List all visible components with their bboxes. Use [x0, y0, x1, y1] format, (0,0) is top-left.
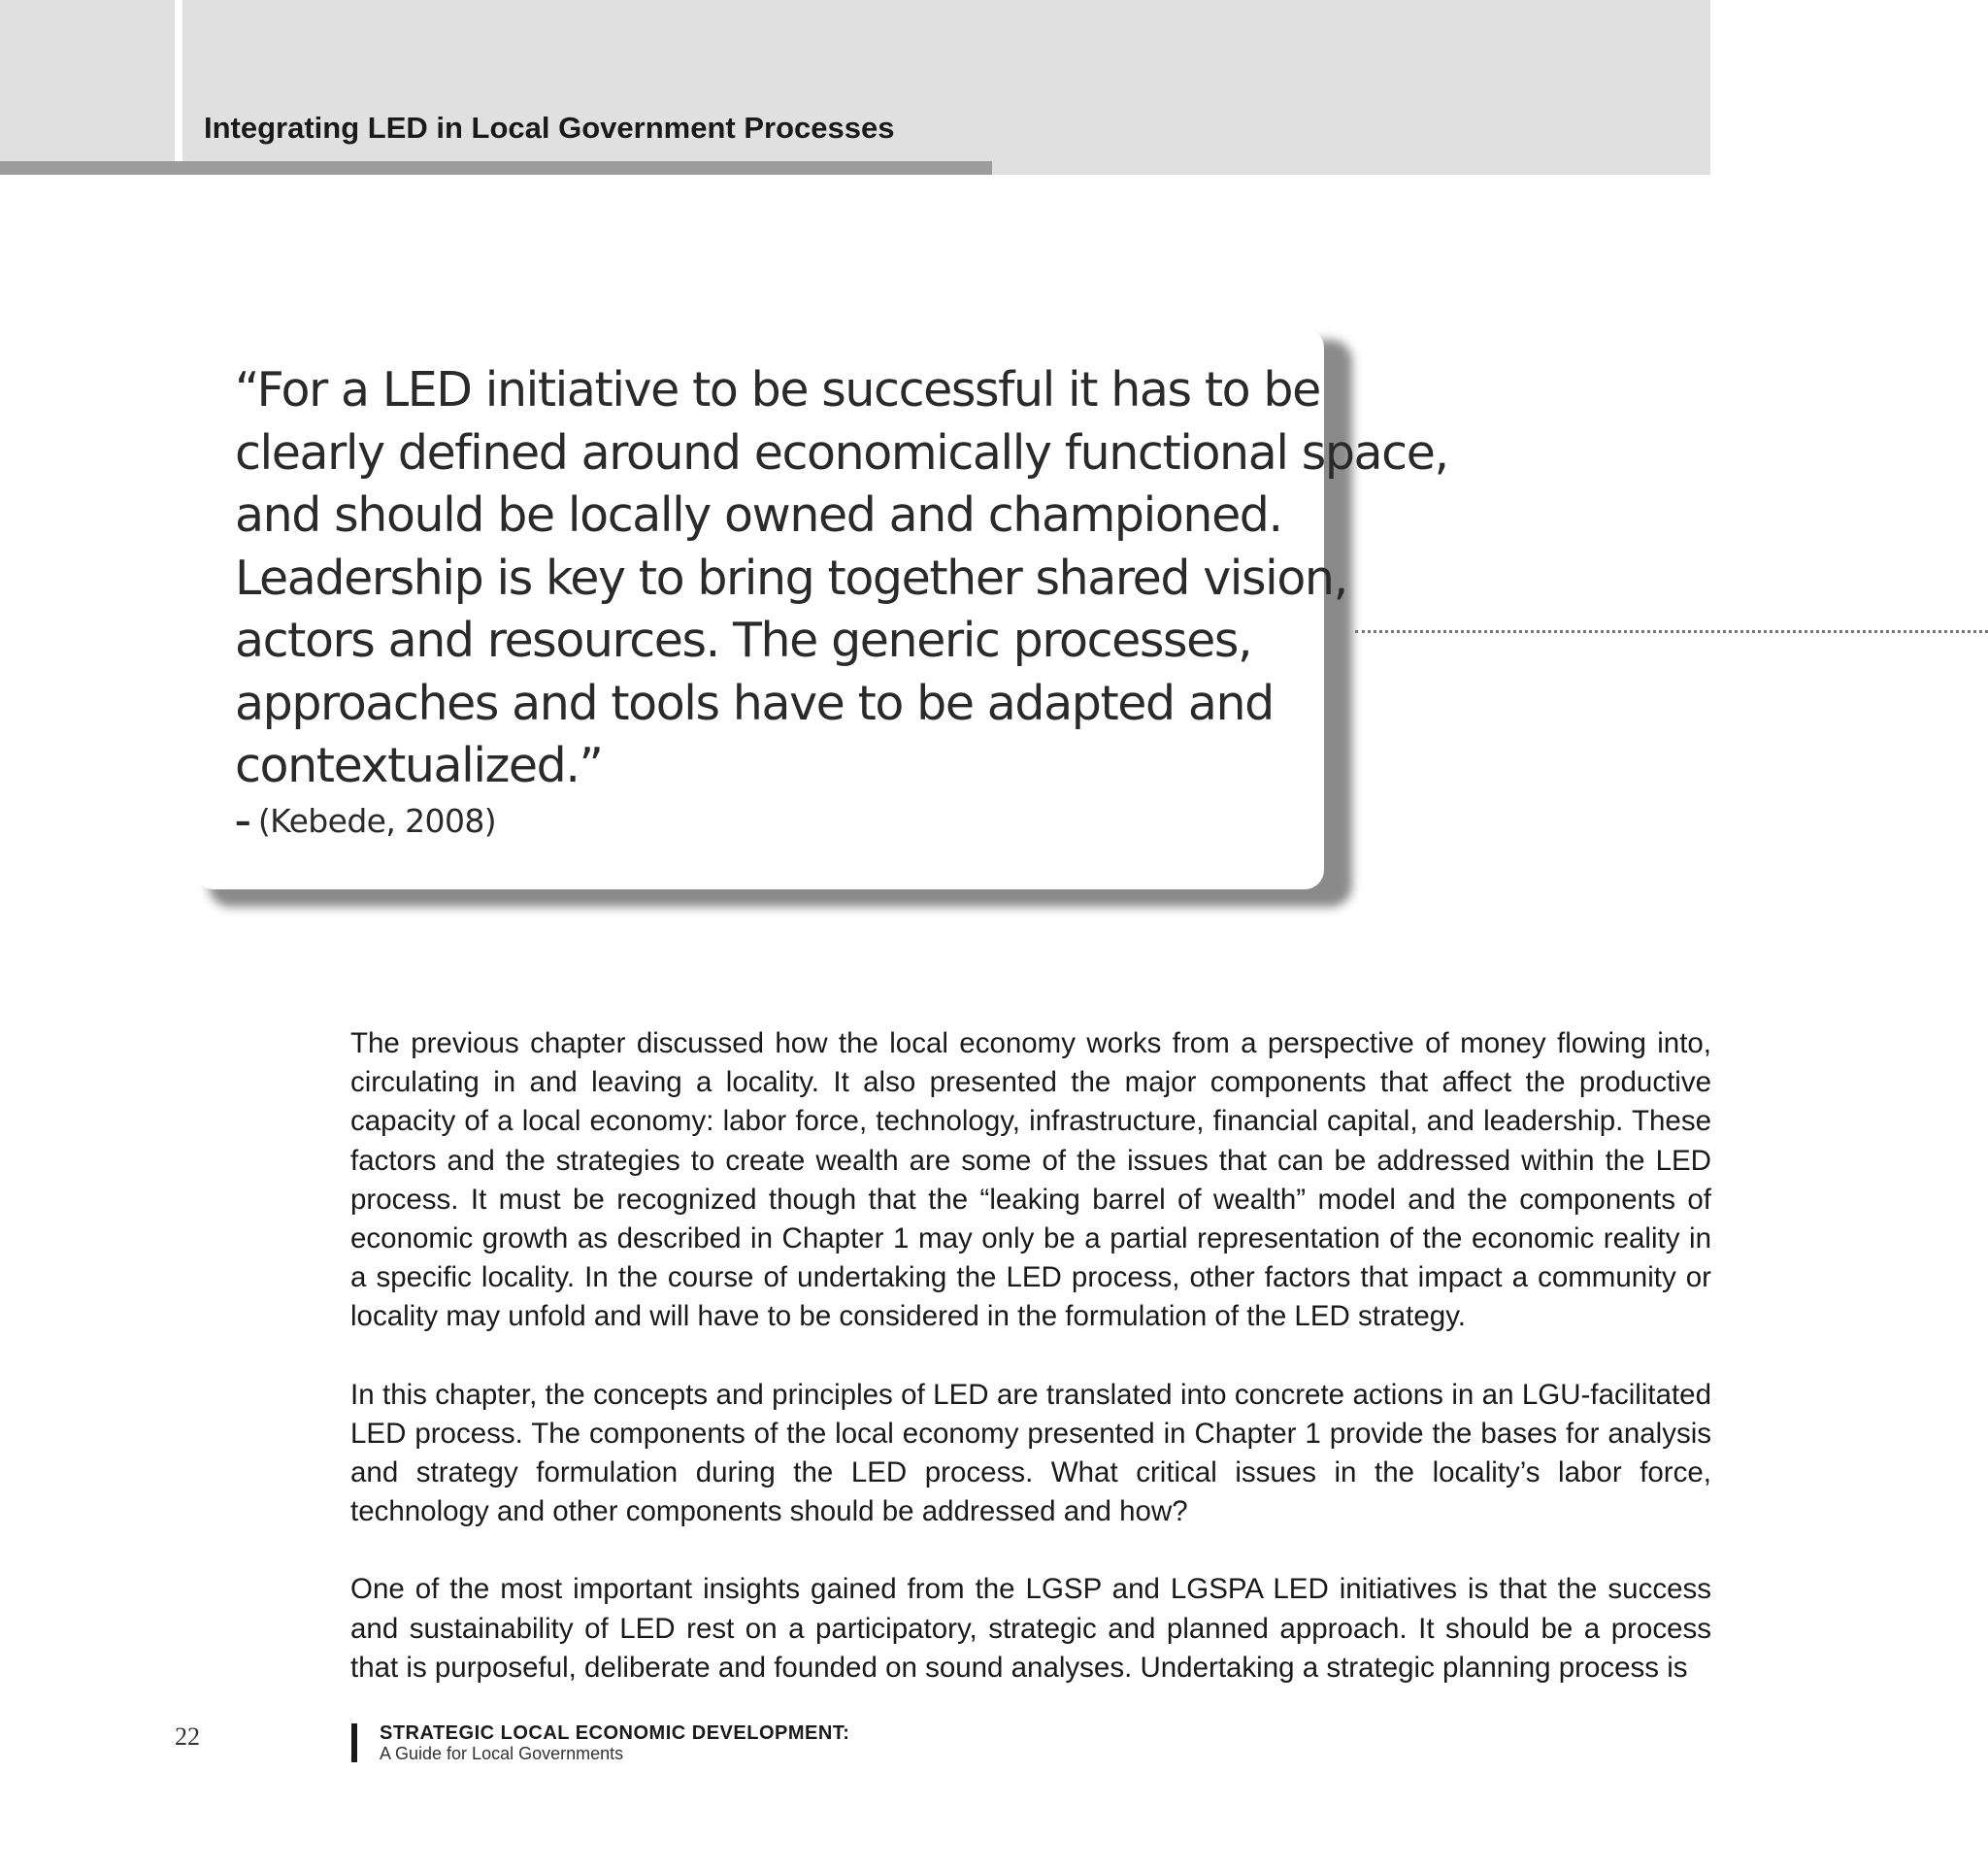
dotted-leader-line — [1355, 630, 1988, 633]
quote-line: and should be locally owned and championed. — [235, 487, 1282, 543]
quote-line: Leadership is key to bring together shared vision, — [235, 550, 1347, 606]
quote-line: approaches and tools have to be adapted and — [235, 675, 1274, 731]
body-text — [350, 1024, 1711, 1726]
running-header-title: Integrating LED in Local Government Processes — [204, 111, 895, 145]
quote-attribution — [235, 802, 496, 840]
footer-book-subtitle: A Guide for Local Governments — [380, 1744, 624, 1763]
header-divider — [175, 0, 182, 175]
quote-line: clearly defined around economically functional space, — [235, 424, 1448, 481]
quote-line: “For a LED initiative to be successful it has to be — [235, 362, 1320, 418]
footer-book-title: STRATEGIC LOCAL ECONOMIC DEVELOPMENT: — [380, 1722, 850, 1744]
body-paragraph: In this chapter, the concepts and principles of LED are translated into concrete actions in an LGU-facilitated LED process. The components of the local economy presented in Chapter 1 provide the bases for analysis and strategy formulation during the LED process. What critical issues in the locality’s labor force, technology and other components should be addressed and how? — [350, 1378, 1711, 1528]
pull-quote — [235, 359, 1448, 798]
footer-bar — [351, 1723, 357, 1762]
body-paragraph: The previous chapter discussed how the local economy works from a perspective of money flowing into, circulating in and leaving a locality. It also presented the major components that affect the productive capacity of a local economy: labor force, technology, infrastructure, financial capital, and leadership. These factors and the strategies to create wealth are some of the issues that can be addressed within the LED process. It must be recognized though that the “leaking barrel of wealth” model and the components of economic growth as described in Chapter 1 may only be a partial representation of the economic reality in a specific locality. In the course of undertaking the LED process, other factors that impact a community or locality may unfold and will have to be considered in the formulation of the LED strategy. — [350, 1027, 1711, 1333]
attribution-text: (Kebede, 2008) — [257, 802, 497, 840]
attribution-dash: – — [235, 802, 250, 840]
page-number: 22 — [175, 1722, 200, 1751]
body-paragraph: One of the most important insights gained from the LGSP and LGSPA LED initiatives is that the success and sustainability of LED rest on a participatory, strategic and planned approach. It should be a process that is purposeful, deliberate and founded on sound analyses. Undertaking a strategic planning process is — [350, 1573, 1711, 1684]
header-rule — [0, 161, 992, 175]
header-band — [0, 0, 1710, 175]
quote-line: actors and resources. The generic processes, — [235, 613, 1252, 668]
quote-line: contextualized.” — [235, 738, 603, 793]
